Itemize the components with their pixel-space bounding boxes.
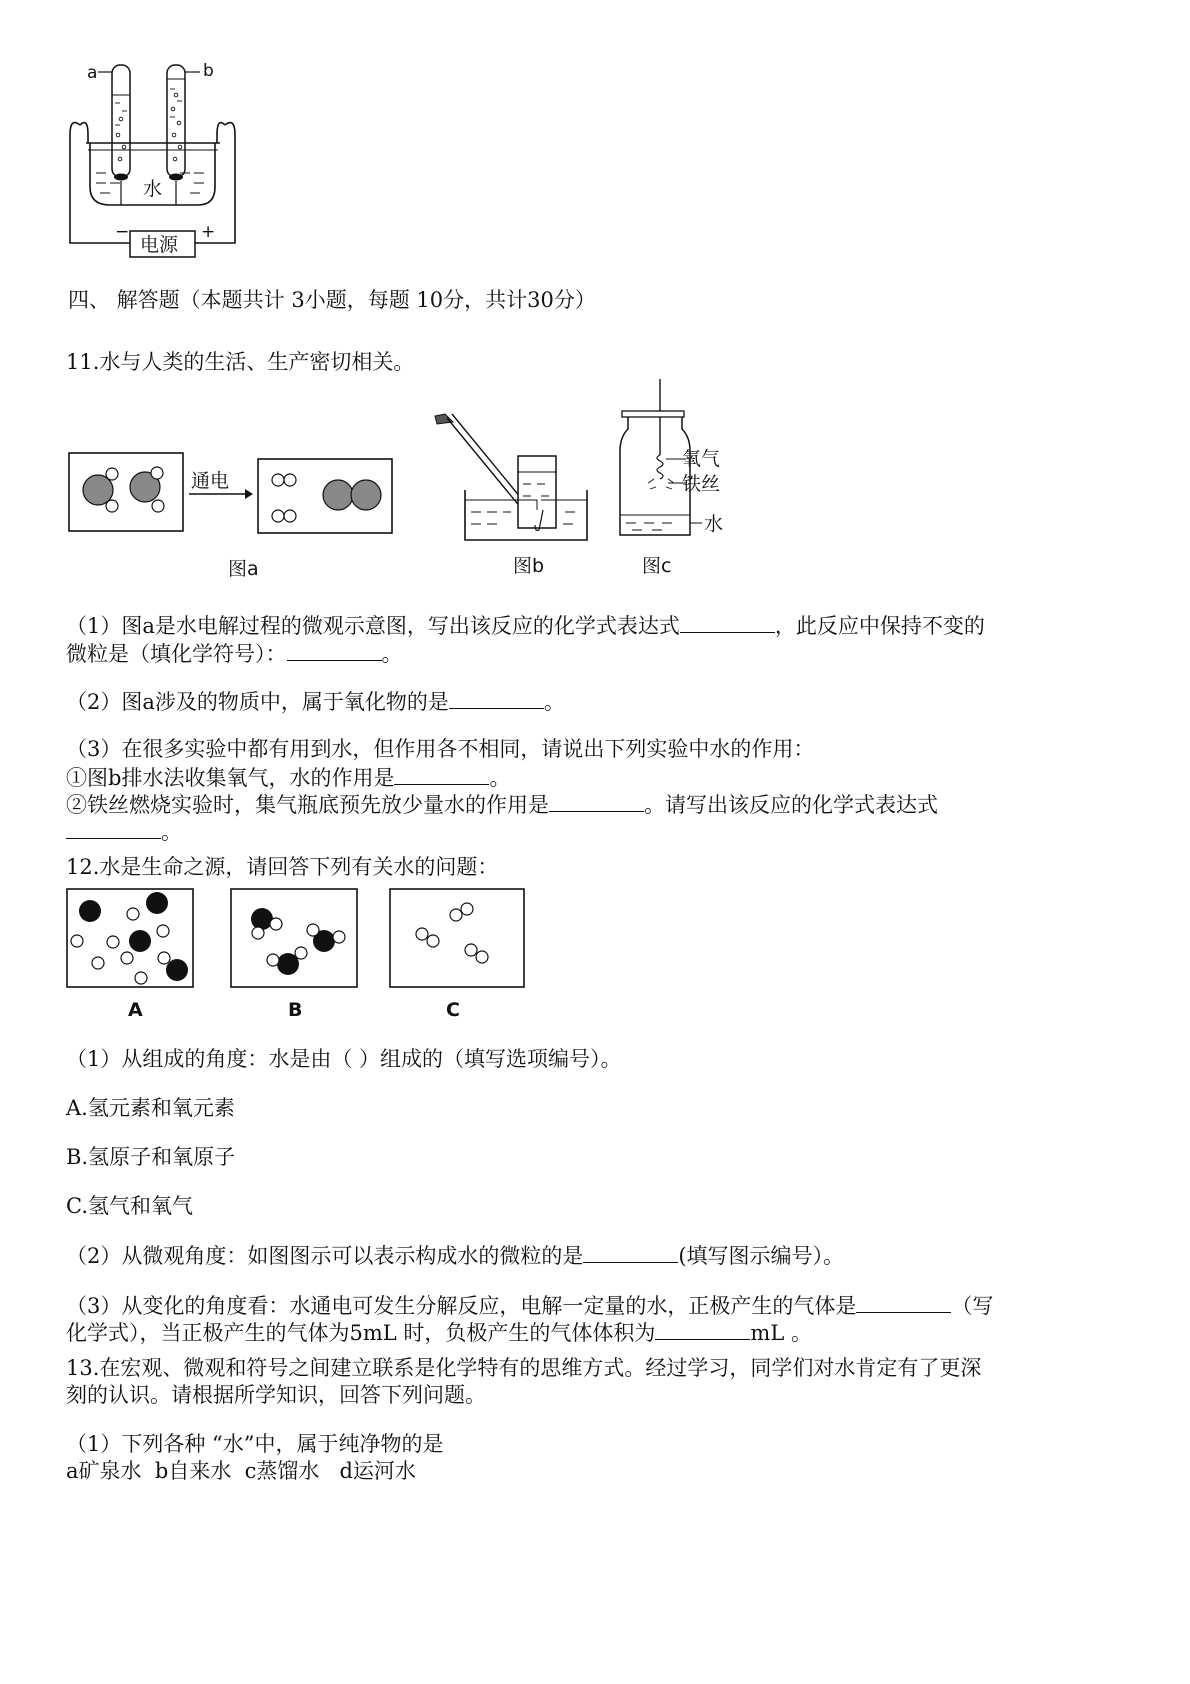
answer-blank[interactable] [287,640,382,661]
q11-part3-item2-cont [66,818,182,844]
q11-part3-item2 [66,791,938,817]
text: 微粒是（填化学符号）： [66,641,287,666]
figure-c-caption: 图c [642,555,672,577]
q12-option-b: B.氢原子和氧原子 [66,1145,236,1169]
answer-blank[interactable] [856,1292,951,1313]
q11-part1-line2 [66,640,403,666]
water-label: 水 [704,513,724,535]
text: 。 [543,689,565,714]
text: 。 [381,641,403,666]
text: ①图b排水法收集氧气，水的作用是 [66,765,395,790]
text: ，此反应中保持不变的 [774,613,985,638]
text: （3）从变化的角度看：水通电可发生分解反应，电解一定量的水，正极产生的气体是 [66,1293,857,1318]
q12-part2 [66,1242,844,1268]
q11-part2 [66,688,565,714]
q11-part1-line1 [66,612,985,638]
plus-label: + [201,222,216,242]
label-B: B [288,999,303,1021]
text: 化学式），当正极产生的气体为5mL 时，负极产生的气体体积为 [66,1320,656,1345]
figure-b-caption: 图b [513,555,545,577]
power-label: 电源 [140,234,179,256]
q12-option-c: C.氢气和氧气 [66,1194,193,1218]
text: 。 [161,819,182,844]
figure-a-electrolysis-micro [65,445,405,585]
arrow-label: 通电 [191,470,230,492]
q12-part1: （1）从组成的角度：水是由（ ）组成的（填写选项编号）。 [66,1047,622,1071]
text: （1）图a是水电解过程的微观示意图，写出该反应的化学式表达式 [66,613,680,638]
electrolysis-apparatus-figure [60,55,260,280]
text: （2）图a涉及的物质中，属于氧化物的是 [66,689,449,714]
answer-blank[interactable] [66,818,161,839]
q12-option-a: A.氢元素和氧元素 [66,1096,235,1120]
text: （2）从微观角度：如图图示可以表示构成水的微粒的是 [66,1243,584,1268]
water-label: 水 [143,178,163,200]
answer-blank[interactable] [680,612,775,633]
label-b: b [203,61,214,81]
text: 。 [489,765,511,790]
q12-part3-line2 [66,1319,812,1345]
q13-options: a矿泉水 b自来水 c蒸馏水 d运河水 [66,1459,416,1483]
q13-stem-line1: 13.在宏观、微观和符号之间建立联系是化学特有的思维方式。经过学习，同学们对水肯定有了更深 [66,1356,982,1380]
q12-stem: 12.水是生命之源，请回答下列有关水的问题： [66,855,499,879]
label-A: A [128,999,143,1021]
q12-part3-line1 [66,1292,993,1318]
answer-blank[interactable] [583,1242,678,1263]
figure-b-water-collection [425,400,605,585]
figure-c-iron-combustion [610,375,750,585]
answer-blank[interactable] [655,1319,750,1340]
answer-blank[interactable] [394,764,489,785]
text: （写 [951,1293,994,1318]
text: (填写图示编号）。 [678,1243,845,1268]
q11-part3: （3）在很多实验中都有用到水，但作用各不相同，请说出下列实验中水的作用： [66,737,815,761]
figure-a-caption: 图a [228,558,259,580]
section-heading: 四、 解答题（本题共计 3小题，每题 10分，共计30分） [68,288,596,312]
q13-part1: （1）下列各种 “水”中，属于纯净物的是 [66,1432,444,1456]
q13-stem-line2: 刻的认识。请根据所学知识，回答下列问题。 [66,1383,486,1407]
q11-stem: 11.水与人类的生活、生产密切相关。 [66,350,415,374]
text: mL 。 [750,1320,812,1345]
label-C: C [446,999,460,1021]
q12-particle-figure [65,885,545,1025]
label-a: a [87,63,98,83]
q11-part3-item1 [66,764,510,790]
answer-blank[interactable] [549,791,644,812]
iron-wire-label: 铁丝 [682,473,721,495]
text: ②铁丝燃烧实验时，集气瓶底预先放少量水的作用是 [66,792,549,817]
answer-blank[interactable] [449,688,544,709]
minus-label: − [115,222,130,242]
text: 。请写出该反应的化学式表达式 [644,792,938,817]
oxygen-label: 氧气 [682,448,721,470]
